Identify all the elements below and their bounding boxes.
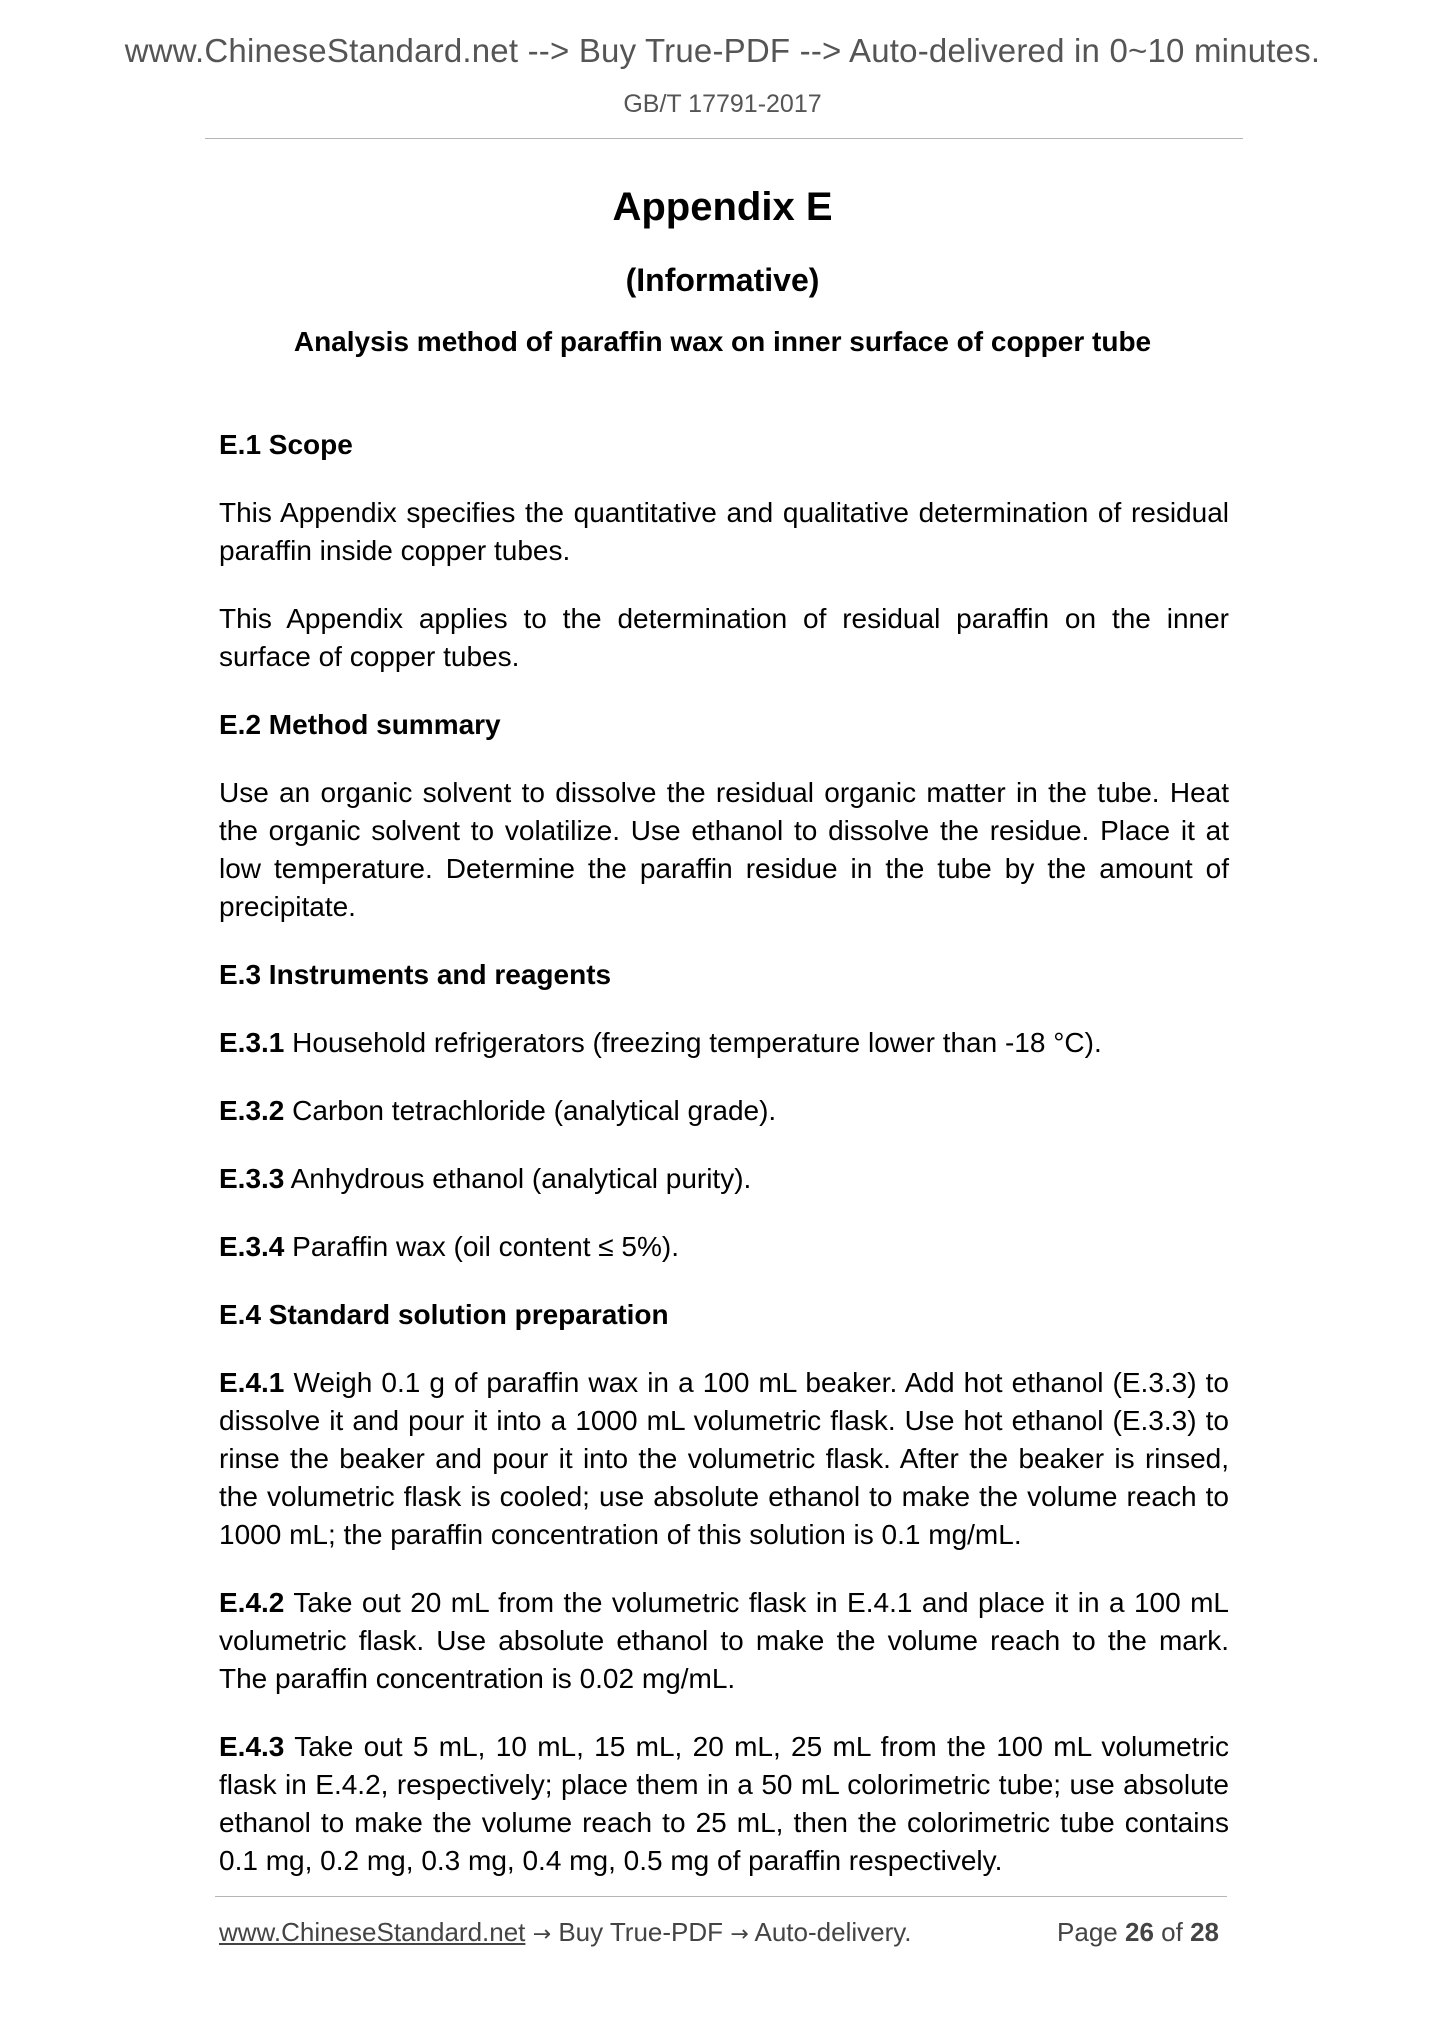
top-banner: www.ChineseStandard.net --> Buy True-PDF --> Auto-delivered in 0~10 minutes. <box>124 32 1321 69</box>
page-number <box>1057 1917 1219 1948</box>
clause-number: E.3.2 <box>219 1095 285 1126</box>
clause-number: E.4.1 <box>219 1367 285 1398</box>
clause-e3-2 <box>219 1092 1229 1130</box>
clause-number: E.4.2 <box>219 1587 285 1618</box>
section-heading-e4: E.4 Standard solution preparation <box>219 1299 669 1330</box>
paragraph-e1-2: This Appendix applies to the determination of residual paraffin on the inner surface of copper tubes. <box>219 603 1229 672</box>
clause-text: Take out 20 mL from the volumetric flask in E.4.1 and place it in a 100 mL volumetric flask. Use absolute ethanol to make the volume reach to the mark. The paraffin concentration is 0.02 mg/mL. <box>219 1587 1229 1694</box>
paragraph-e1-1: This Appendix specifies the quantitative and qualitative determination of residual paraffin inside copper tubes. <box>219 497 1229 566</box>
clause-number: E.3.1 <box>219 1027 285 1058</box>
page-footer <box>219 1917 1229 1948</box>
section-heading-e2: E.2 Method summary <box>219 709 501 740</box>
footer-buy-text: Buy True-PDF <box>558 1917 724 1947</box>
clause-text: Weigh 0.1 g of paraffin wax in a 100 mL beaker. Add hot ethanol (E.3.3) to dissolve it and pour it into a 1000 mL volumetric flask. Use hot ethanol (E.3.3) to rinse the beaker and pour it into the volumetric flask. After the beaker is rinsed, the volumetric flask is cooled; use absolute ethanol to make the volume reach to 1000 mL; the paraffin concentration of this solution is 0.1 mg/mL. <box>219 1367 1229 1550</box>
page-total: 28 <box>1190 1917 1219 1947</box>
clause-text: Anhydrous ethanol (analytical purity). <box>290 1163 752 1194</box>
section-heading-e1: E.1 Scope <box>219 429 353 460</box>
clause-e3-3 <box>219 1160 1229 1198</box>
header-divider <box>205 138 1243 139</box>
footer-divider <box>215 1896 1227 1897</box>
clause-text: Household refrigerators (freezing temperature lower than -18 °C). <box>292 1027 1102 1058</box>
appendix-heading: Analysis method of paraffin wax on inner surface of copper tube <box>293 326 1152 357</box>
page-label: Page <box>1057 1917 1118 1947</box>
document-body <box>219 426 1229 1910</box>
clause-e3-1 <box>219 1024 1229 1062</box>
footer-delivery-text: Auto-delivery. <box>754 1917 912 1947</box>
clause-e3-4 <box>219 1228 1229 1266</box>
clause-e4-1 <box>219 1364 1229 1554</box>
clause-text: Carbon tetrachloride (analytical grade). <box>292 1095 777 1126</box>
clause-number: E.3.4 <box>219 1231 285 1262</box>
clause-number: E.3.3 <box>219 1163 285 1194</box>
page-of: of <box>1161 1917 1183 1947</box>
page-current: 26 <box>1125 1917 1154 1947</box>
clause-text: Paraffin wax (oil content ≤ 5%). <box>292 1231 679 1262</box>
arrow-right-icon: → <box>730 1922 749 1947</box>
standard-code: GB/T 17791-2017 <box>623 90 822 118</box>
clause-e4-2 <box>219 1584 1229 1698</box>
clause-number: E.4.3 <box>219 1731 285 1762</box>
clause-text: Take out 5 mL, 10 mL, 15 mL, 20 mL, 25 mL from the 100 mL volumetric flask in E.4.2, respectively; place them in a 50 mL colorimetric tube; use absolute ethanol to make the volume reach to 25 mL, then the colorimetric tube contains 0.1 mg, 0.2 mg, 0.3 mg, 0.4 mg, 0.5 mg of paraffin respectively. <box>219 1731 1229 1876</box>
arrow-right-icon: → <box>532 1922 552 1947</box>
paragraph-e2-1: Use an organic solvent to dissolve the residual organic matter in the tube. Heat the organic solvent to volatilize. Use ethanol to dissolve the residue. Place it at low temperature. Determine the paraffin residue in the tube by the amount of precipitate. <box>219 777 1229 922</box>
clause-e4-3 <box>219 1728 1229 1880</box>
page-title: Appendix E <box>612 185 833 229</box>
page-subtitle: (Informative) <box>625 262 820 298</box>
footer-site-link[interactable]: www.ChineseStandard.net <box>219 1917 526 1947</box>
section-heading-e3: E.3 Instruments and reagents <box>219 959 612 990</box>
